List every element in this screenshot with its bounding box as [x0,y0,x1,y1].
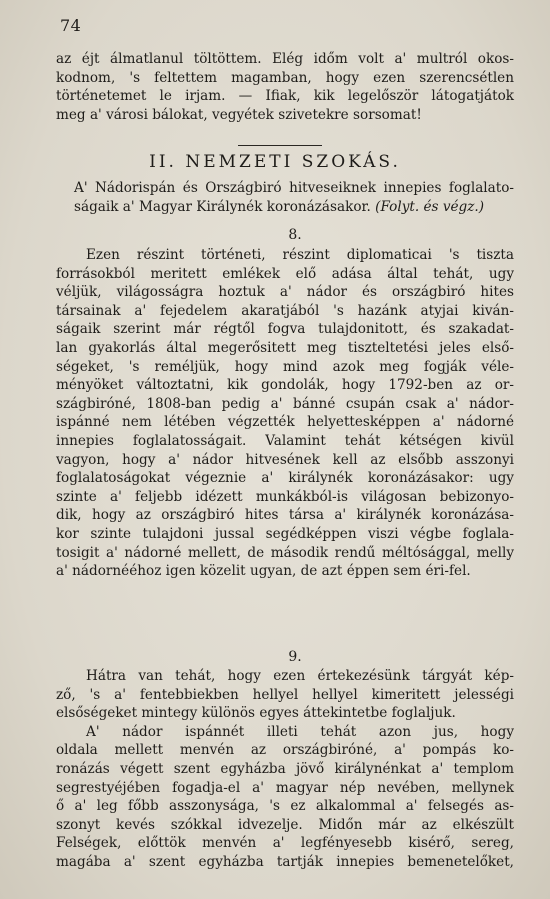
paragraph-number-9: 9. [288,649,302,665]
paragraph-8 [56,246,514,581]
paragraph-line: lan gyakorlás által megerősitett meg tiszteltetési jeles első- [56,339,514,356]
paragraph-line: innepies foglalatosságait. Valamint tehát kétségen kivül [56,432,514,449]
intro-paragraph [56,50,514,124]
section-intro [56,179,514,216]
continued-note: (Folyt. és végz.) [375,198,485,215]
paragraph-9 [56,667,514,872]
paragraph-line: oldala mellett menvén az országbiróné, a' pompás ko- [56,742,514,759]
paragraph-line: ző, 's a' fentebbiekben hellyel hellyel kimeritett jelességi [56,686,514,703]
intro-line: meg a' városi bálokat, vegyétek szivetekre sorsomat! [56,106,422,123]
paragraph-line: szinte a' feljebb idézett munkákból-is világosan bebizonyo- [56,488,514,505]
paragraph-line: ségeket, 's reméljük, hogy mind azok meg fogják véle- [56,358,514,375]
intro-line: kodnom, 's feltettem magamban, hogy ezen szerencsétlen [56,69,514,86]
section-intro-line-with-note [56,198,514,217]
paragraph-line: magába a' szent egyházba tartják innepies bemenetelőket, [56,853,514,870]
paragraph-line: véljük, világosságra hoztuk a' nádor és országbiró hites [56,284,514,301]
paragraph-line: Hátra van tehát, hogy ezen értekezésünk tárgyát kép- [86,668,514,684]
paragraph-line: segrestyéjében fogadja-el a' magyar nép nevében, mellynek [56,779,514,796]
paragraph-line: foglalatoságokat végeznie a' királynék koronázásakor: ugy [56,470,514,487]
section-divider [238,145,322,146]
section-heading: II. NEMZETI SZOKÁS. [149,152,401,172]
section-intro-line: ságaik a' Magyar Királynék koronázásakor. [74,198,371,215]
paragraph-line: ronázás végett szent egyházba jövő királynénkat a' templom [56,760,514,777]
paragraph-line: ményöket változtatni, kik gondolák, hogy 1792-ben az or- [56,377,514,394]
paragraph-line: társainak a' fejedelem akaratjából 's hazánk atyjai kiván- [56,302,514,319]
paragraph-line: A' nádor ispánnét illeti tehát azon jus, hogy [86,723,514,740]
paragraph-line: elsőségeket mintegy különös egyes áttekintetbe foglaljuk. [56,705,456,722]
paragraph-line: Felségek, előttök menvén a' legfényesebb kisérő, sereg, [56,835,514,852]
paragraph-line: kor szinte tulajdoni jussal segédképpen viszi végbe foglala- [56,525,514,542]
paragraph-line: Ezen részint történeti, részint diplomaticai 's tiszta [86,247,514,263]
paragraph-line: dik, hogy az országbiró hites társa a' királynék koronázása- [56,507,514,524]
paragraph-line: a' nádornééhoz igen közelit ugyan, de azt éppen sem éri-fel. [56,563,471,580]
paragraph-line: ságaik szerint már régtől fogva tulajdonitott, és szakadat- [56,321,514,338]
paragraph-line: forrásokból meritett emlékek elő adása által tehát, ugy [56,265,514,282]
paragraph-line: tosigit a' nádorné mellett, de második rendű méltósággal, melly [56,544,514,561]
paragraph-line: ő a' leg főbb asszonysága, 's ez alkalommal a' felsegés as- [56,798,514,815]
intro-line: történetemet le irjam. — Ifiak, kik legelőször látogatjátok [56,88,514,105]
paragraph-line: ispánné nem létében végzették helyettesképpen a' nádorné [56,414,514,431]
paragraph-line: vagyon, hogy a' nádor hitvesének kell az elsőbb asszonyi [56,451,514,468]
section-intro-line: A' Nádorispán és Országbiró hitveseiknek innepies foglalato- [74,180,514,196]
intro-line: az éjt álmatlanul töltöttem. Elég időm volt a' multról okos- [56,51,514,67]
paragraph-number-8: 8. [288,227,302,243]
page-number: 74 [60,16,82,35]
paragraph-line: szágbiróné, 1808-ban pedig a' bánné csupán csak a' nádor- [56,395,514,412]
paragraph-line: szonyt kevés szókkal idvezelje. Midőn már az elkészült [56,816,514,833]
